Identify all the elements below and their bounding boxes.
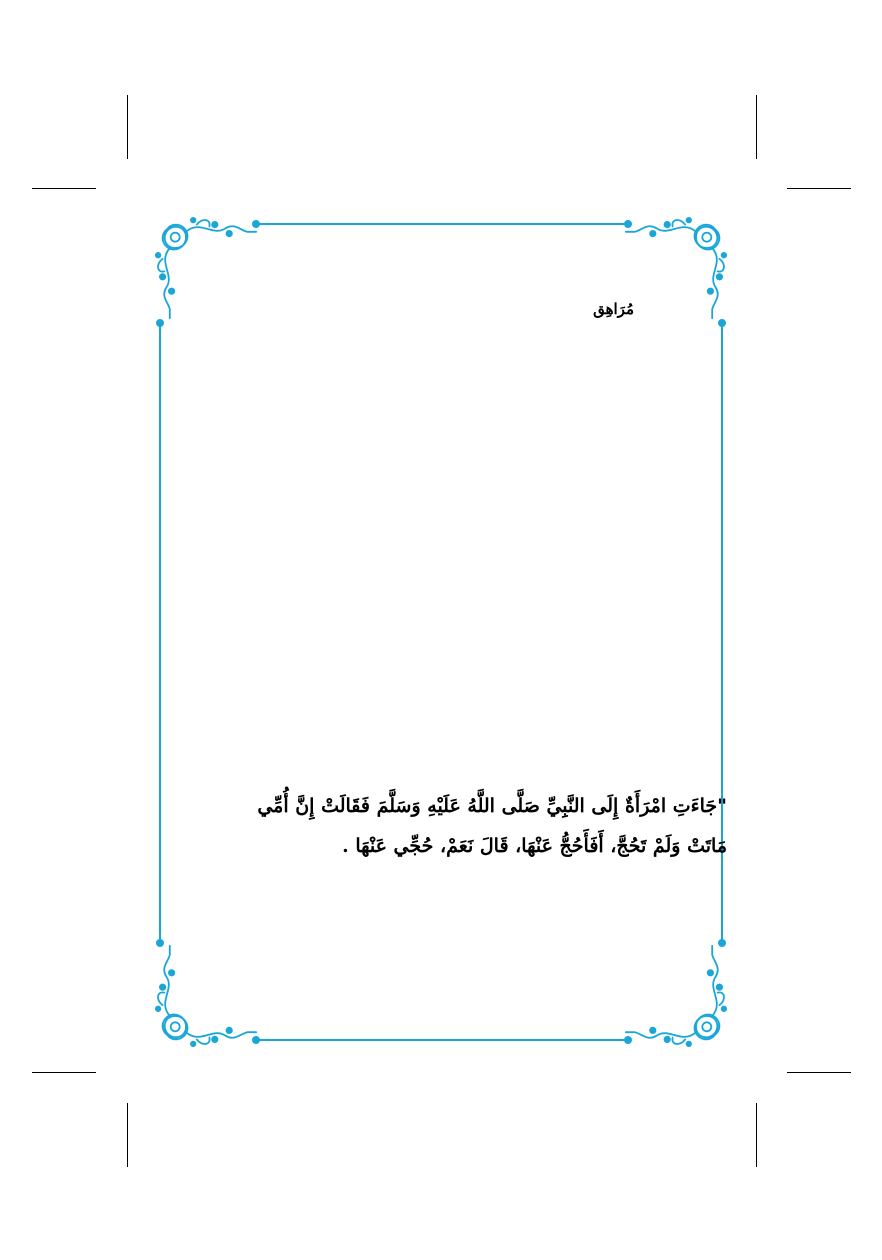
quote-line-1: "جَاءَتِ امْرَأَةٌ إِلَى النَّبِيِّ صَلَّى اللَّهُ عَلَيْهِ وَسَلَّمَ فَقَالَتْ إِنَّ أُمِّي <box>257 795 727 817</box>
hadith-quote <box>217 786 727 866</box>
quote-line-2: مَاتَتْ وَلَمْ تَحُجَّ، أَفَأَحُجُّ عَنْهَا، قَالَ نَعَمْ، حُجِّي عَنْهَا . <box>342 835 727 857</box>
corner-ornament-bottom-left <box>156 946 256 1046</box>
corner-ornament-top-left <box>156 218 256 318</box>
page-title: مُرَاهِق <box>593 300 634 318</box>
corner-ornament-bottom-right <box>626 946 726 1046</box>
corner-ornament-top-right <box>626 218 726 318</box>
